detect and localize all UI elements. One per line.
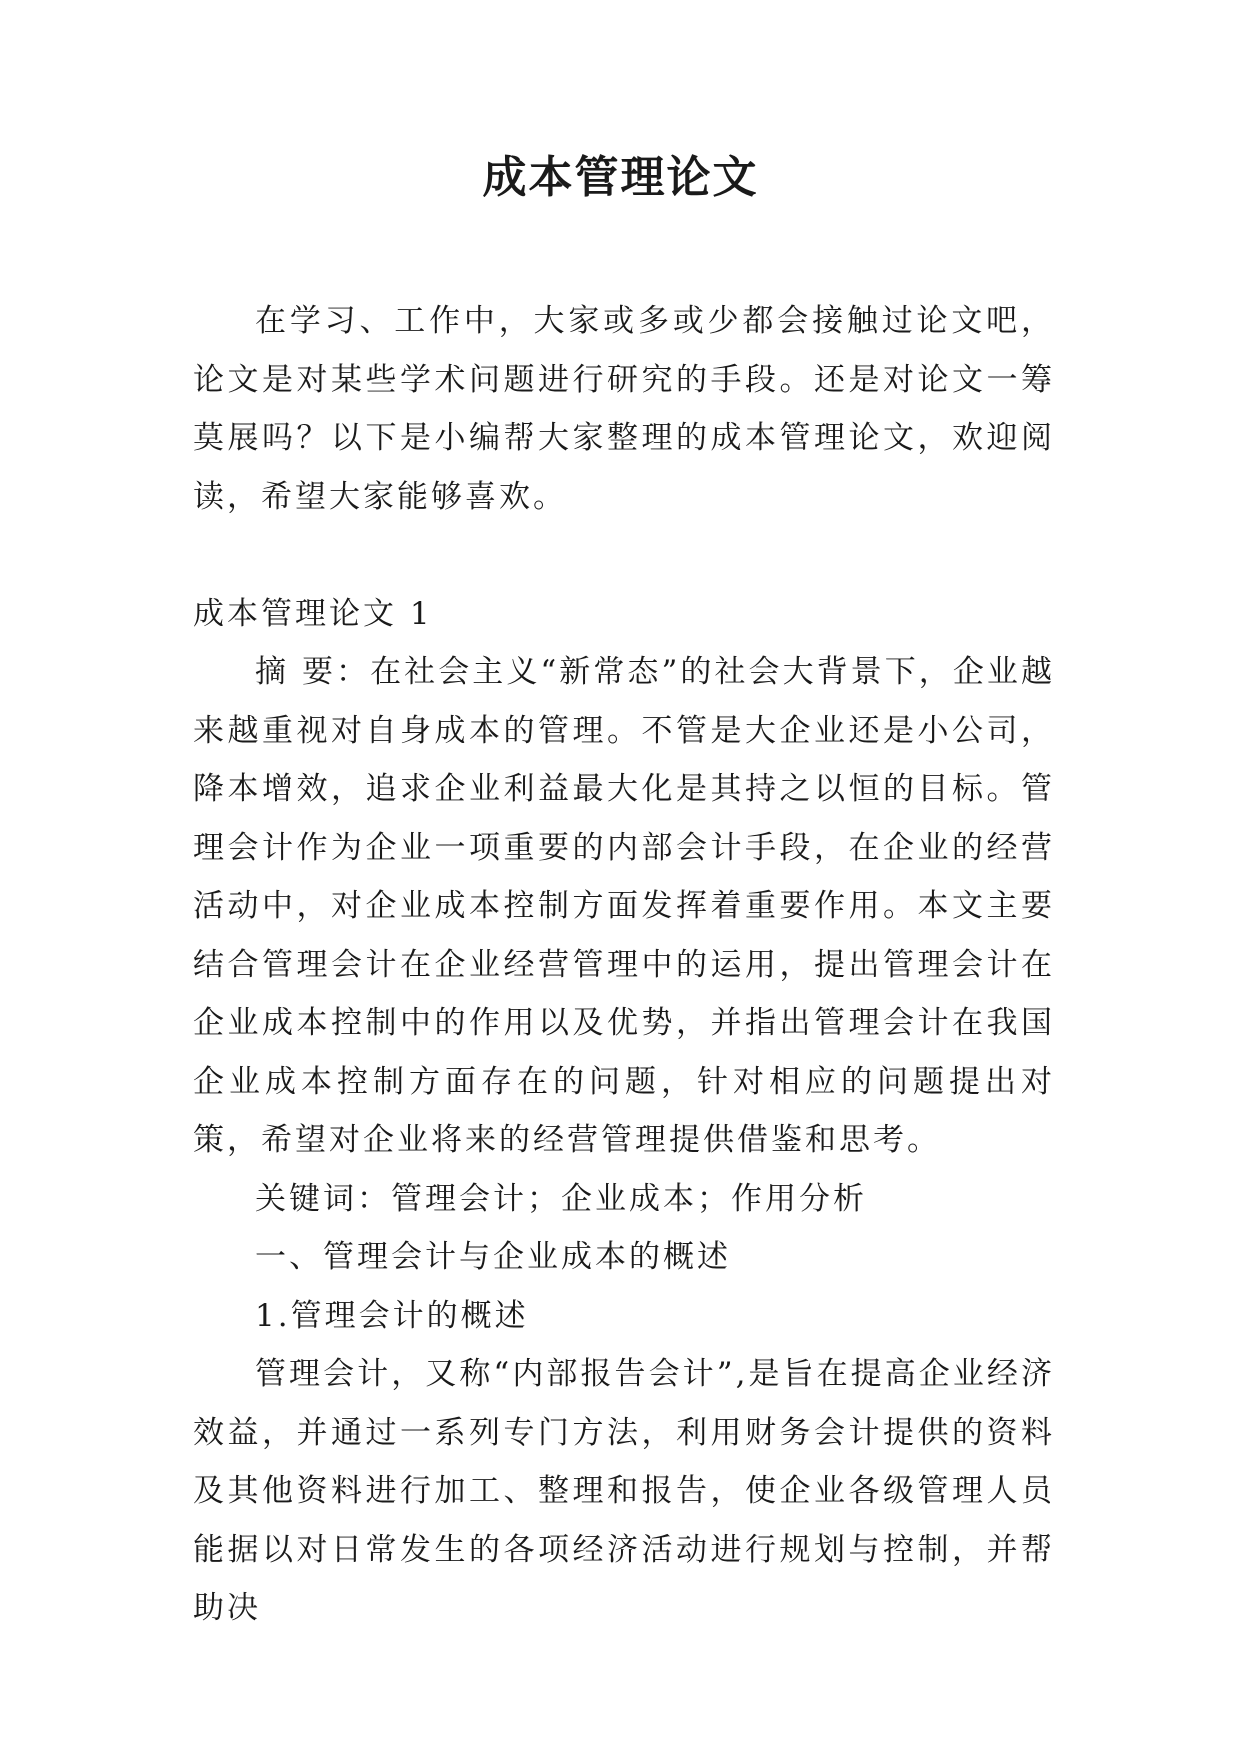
heading-level-1: 一、管理会计与企业成本的概述: [255, 1239, 731, 1275]
document-title: 成本管理论文: [482, 152, 759, 203]
keywords-line: 关键词：管理会计；企业成本；作用分析: [255, 1180, 867, 1217]
intro-paragraph: 在学习、工作中，大家或多或少都会接触过论文吧，论文是对某些学术问题进行研究的手段。还是对论文一筹莫展吗？以下是小编帮大家整理的成本管理论文，欢迎阅读，希望大家能够喜欢。: [193, 303, 1055, 515]
heading-level-2: 1.管理会计的概述: [255, 1297, 529, 1334]
document-body: [193, 292, 1055, 1638]
section-title: 成本管理论文 1: [193, 595, 433, 632]
body-paragraph: 管理会计，又称“内部报告会计”,是旨在提高企业经济效益，并通过一系列专门方法，利用财务会计提供的资料及其他资料进行加工、整理和报告，使企业各级管理人员能据以对日常发生的各项经济活动进行规划与控制，并帮助决: [193, 1356, 1055, 1626]
abstract-paragraph: 摘 要：在社会主义“新常态”的社会大背景下，企业越来越重视对自身成本的管理。不管是大企业还是小公司，降本增效，追求企业利益最大化是其持之以恒的目标。管理会计作为企业一项重要的内部会计手段，在企业的经营活动中，对企业成本控制方面发挥着重要作用。本文主要结合管理会计在企业经营管理中的运用，提出管理会计在企业成本控制中的作用以及优势，并指出管理会计在我国企业成本控制方面存在的问题，针对相应的问题提出对策，希望对企业将来的经营管理提供借鉴和思考。: [193, 654, 1055, 1158]
paragraph-spacer: [193, 526, 1055, 585]
